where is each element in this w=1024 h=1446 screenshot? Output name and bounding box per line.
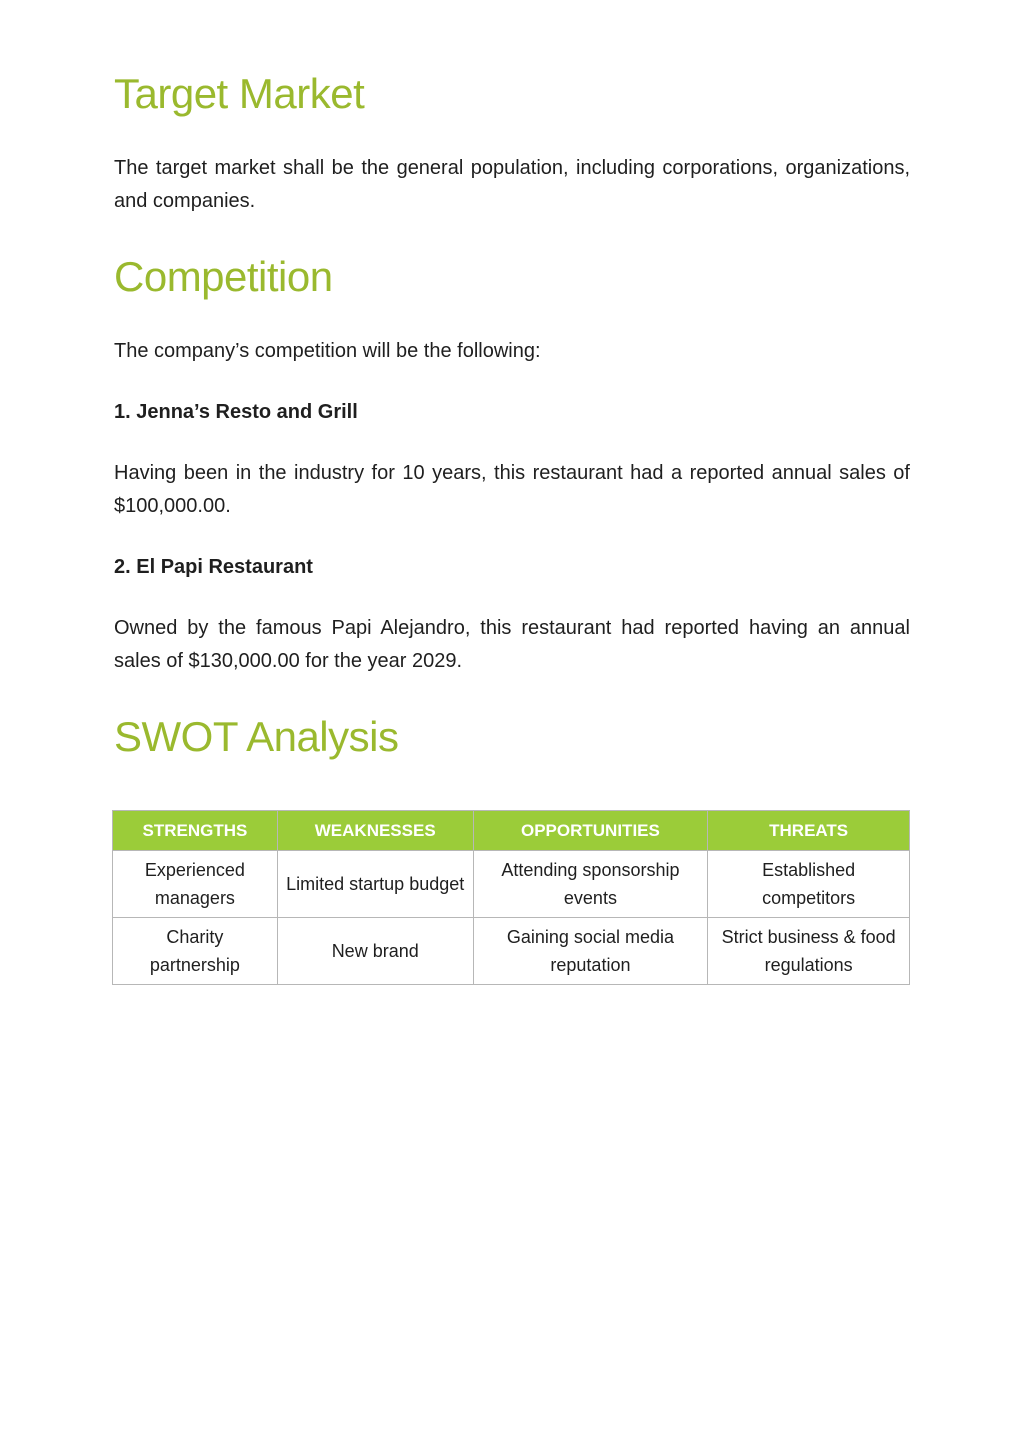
swot-table [112,810,910,985]
swot-header-weaknesses: WEAKNESSES [277,811,473,851]
swot-header-row [113,811,910,851]
swot-cell: New brand [277,918,473,985]
swot-cell: Experienced managers [113,851,278,918]
swot-cell: Limited startup budget [277,851,473,918]
swot-cell: Established competitors [708,851,910,918]
table-row [113,918,910,985]
swot-header-strengths: STRENGTHS [113,811,278,851]
competitor-1-title: 1. Jenna’s Resto and Grill [114,401,358,423]
swot-cell: Gaining social media reputation [473,918,708,985]
swot-header-threats: THREATS [708,811,910,851]
swot-cell: Attending sponsorship events [473,851,708,918]
competitor-1-description: Having been in the industry for 10 years, this restaurant had a reported annual sales of $100,000.00. [114,462,910,517]
swot-header-opportunities: OPPORTUNITIES [473,811,708,851]
swot-cell: Charity partnership [113,918,278,985]
swot-cell: Strict business & food regulations [708,918,910,985]
competition-intro: The company’s competition will be the following: [114,340,541,362]
competitor-2-title: 2. El Papi Restaurant [114,556,313,578]
target-market-heading: Target Market [114,70,365,117]
target-market-paragraph: The target market shall be the general population, including corporations, organizations, and companies. [114,157,910,212]
competitor-2-description: Owned by the famous Papi Alejandro, this restaurant had reported having an annual sales of $130,000.00 for the year 2029. [114,617,910,672]
table-row [113,851,910,918]
competition-heading: Competition [114,253,333,300]
swot-heading: SWOT Analysis [114,713,399,760]
